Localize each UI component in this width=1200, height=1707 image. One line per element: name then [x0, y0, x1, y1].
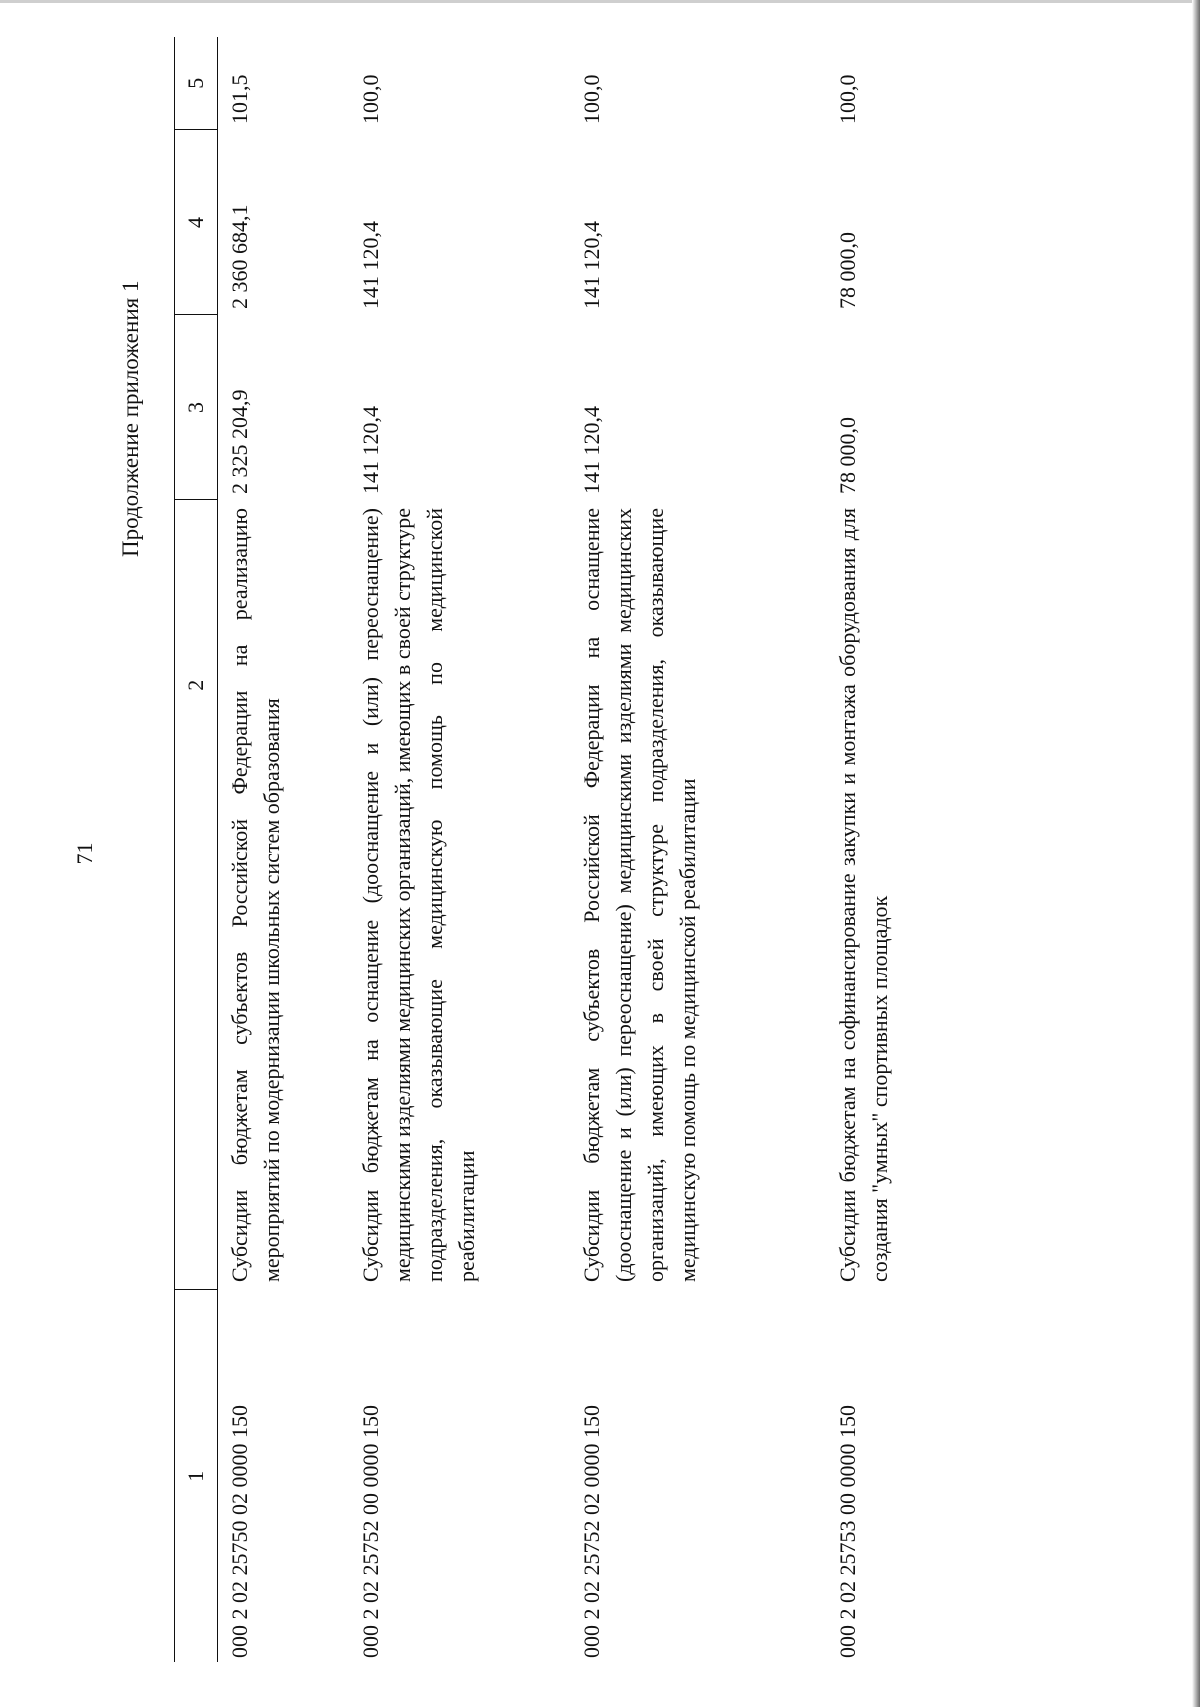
column-header-2: 2 [175, 500, 218, 870]
row-name: Субсидии бюджетам на софинансирование закупки и монтажа оборудования для создания "умных" спортивных площадок [835, 508, 892, 1282]
row-percent: 100,0 [358, 74, 383, 124]
row-planned: 78 000,0 [835, 417, 860, 494]
table-row [218, 37, 350, 1662]
column-header-3: 3 [175, 315, 218, 500]
row-percent: 100,0 [579, 74, 604, 124]
row-name: Субсидии бюджетам субъектов Российской Федерации на оснащение (дооснащение и (или) переоснащение) медицинскими изделиями медицинских организаций, имеющих в своей структуре подразделения, оказывающие медицинскую помощь по медицинской реабилитации [579, 508, 700, 1282]
row-code: 000 2 02 25752 02 0000 150 [579, 1405, 604, 1658]
row-planned: 2 325 204,9 [227, 389, 252, 494]
budget-table [174, 37, 952, 1662]
table-row [570, 37, 826, 1662]
row-executed: 78 000,0 [835, 232, 860, 309]
row-name: Субсидии бюджетам на оснащение (дооснащение и (или) переоснащение) медицинскими изделиями медицинских организаций, имеющих в своей структуре подразделения, оказывающие медицинскую помощь по медицинской реабилитации [358, 508, 479, 1282]
column-header-1: 1 [175, 1290, 218, 1662]
column-header-4: 4 [175, 130, 218, 315]
row-code: 000 2 02 25752 00 0000 150 [358, 1405, 383, 1658]
row-executed: 2 360 684,1 [227, 204, 252, 309]
row-name: Субсидии бюджетам субъектов Российской Федерации на реализацию мероприятий по модернизации школьных систем образования [227, 508, 284, 1282]
row-percent: 101,5 [227, 74, 252, 124]
table-row [826, 37, 952, 1662]
column-header-5: 5 [175, 37, 218, 130]
continuation-label: Продолжение приложения 1 [118, 280, 143, 557]
row-planned: 141 120,4 [358, 406, 383, 494]
row-percent: 100,0 [835, 74, 860, 124]
table-row [349, 37, 570, 1662]
row-executed: 141 120,4 [579, 221, 604, 309]
row-code: 000 2 02 25753 00 0000 150 [835, 1405, 860, 1658]
row-executed: 141 120,4 [358, 221, 383, 309]
row-code: 000 2 02 25750 02 0000 150 [227, 1405, 252, 1658]
column-header-2-left [175, 870, 218, 1290]
page-number: 71 [72, 842, 97, 865]
row-planned: 141 120,4 [579, 406, 604, 494]
header-row [175, 37, 218, 1662]
